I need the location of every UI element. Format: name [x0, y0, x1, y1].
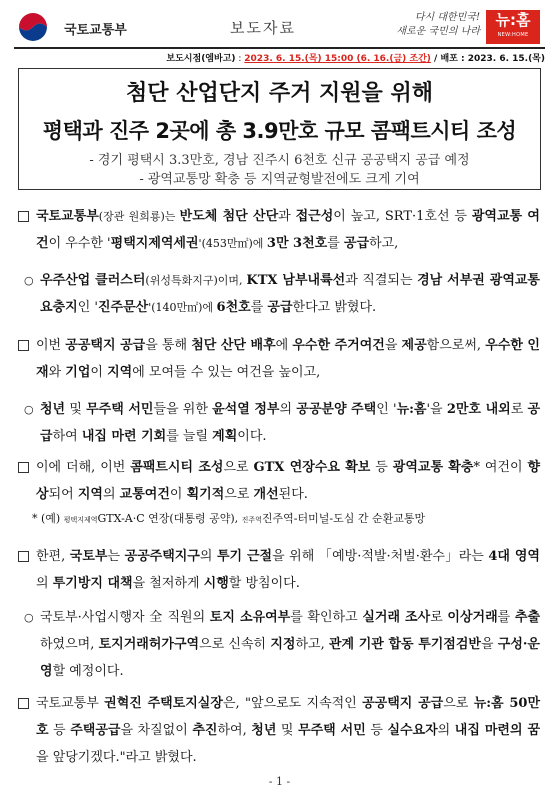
page-number: - 1 -: [268, 775, 291, 788]
headline-line2: 평택과 진주 2곳에 총 3.9만호 규모 콤팩트시티 조성: [42, 119, 517, 143]
slogan-line2: 새로운 국민의 나라: [396, 26, 480, 37]
paragraph-8: 국토교통부 권혁진 주택토지실장은, "앞으로도 지속적인 공공택지 공급으로 뉴:홈 50만호 등 주택공급을 차질없이 추진하여, 청년 및 무주택 서민 등 실수요자의 내집 마련의 꿈을 앞당기겠다."라고 밝혔다.: [18, 690, 540, 771]
release-info: 보도시점(엠바고) : 2023. 6. 15.(목) 15:00 (6. 16.(금) 조간) / 배포 : 2023. 6. 15.(목): [166, 54, 545, 64]
distribution-date: / 배포 : 2023. 6. 15.(목): [430, 54, 545, 64]
logo-title: 뉴:홈: [495, 11, 531, 29]
paragraph-1: 국토교통부(장관 원희룡)는 반도체 첨단 산단과 접근성이 높고, SRT·1호선 등 광역교통 여건이 우수한 '평택지제역세권'(453만㎡)에 3만 3천호를 공급하고,: [18, 203, 540, 257]
header: [14, 8, 545, 48]
square-bullet-icon: [18, 340, 29, 351]
circle-bullet-icon: ○: [24, 403, 34, 416]
government-emblem-icon: [16, 10, 50, 44]
subheadline-2: - 광역교통망 확충 등 지역균형발전에도 크게 기여: [139, 172, 420, 187]
logo-subtitle: NEW:HOME: [497, 32, 529, 38]
subheadline-1: - 경기 평택시 3.3만호, 경남 진주시 6천호 신규 공공택지 공급 예정: [89, 153, 470, 168]
paragraph-5: 이에 더해, 이번 콤팩트시티 조성으로 GTX 연장수요 확보 등 광역교통 확충* 여건이 향상되어 지역의 교통여건이 획기적으로 개선된다.: [18, 454, 540, 508]
square-bullet-icon: [18, 462, 29, 473]
embargo-time: 2023. 6. 15.(목) 15:00 (6. 16.(금) 조간): [244, 54, 431, 64]
headline-line1: 첨단 산업단지 주거 지원을 위해: [126, 81, 433, 106]
square-bullet-icon: [18, 551, 29, 562]
paragraph-6: 한편, 국토부는 공공주택지구의 투기 근절을 위해 「예방·적발·처벌·환수」라는 4대 영역의 투기방지 대책을 철저하게 시행할 방침이다.: [18, 543, 540, 597]
paragraph-7: ○ 국토부·사업시행자 全 직원의 토지 소유여부를 확인하고 실거래 조사로 이상거래를 추출하였으며, 토지거래허가구역으로 신속히 지정하고, 관계 기관 합동 투기점검반을 구성·운영할 예정이다.: [24, 604, 540, 685]
slogan-line1: 다시 대한민국!: [414, 12, 480, 23]
square-bullet-icon: [18, 698, 29, 709]
paragraph-2: ○ 우주산업 클러스터(위성특화지구)이며, KTX 남부내륙선과 직결되는 경남 서부권 광역교통 요충지인 '진주문산'(140만㎡)에 6천호를 공급한다고 밝혔다.: [24, 267, 540, 321]
footnote: * (예) 평택지제역GTX-A·C 연장(대통령 공약), 진주역진주역-터미널-도심 간 순환교통망: [32, 512, 426, 525]
square-bullet-icon: [18, 211, 29, 222]
title-box: [18, 68, 541, 190]
newhome-logo: [486, 10, 540, 44]
ministry-name: 국토교통부: [64, 23, 127, 38]
slogan: [370, 11, 480, 39]
paragraph-3: 이번 공공택지 공급을 통해 첨단 산단 배후에 우수한 주거여건을 제공함으로써, 우수한 인재와 기업이 지역에 모여들 수 있는 여건을 높이고,: [18, 332, 540, 386]
paragraph-4: ○ 청년 및 무주택 서민들을 위한 윤석열 정부의 공공분양 주택인 '뉴:홈'을 2만호 내외로 공급하여 내집 마련 기회를 늘릴 계획이다.: [24, 396, 540, 450]
release-label: 보도시점(엠바고): [166, 54, 236, 64]
header-divider: [14, 47, 545, 49]
document-type: 보도자료: [230, 19, 296, 37]
circle-bullet-icon: ○: [24, 274, 34, 287]
circle-bullet-icon: ○: [24, 611, 34, 624]
